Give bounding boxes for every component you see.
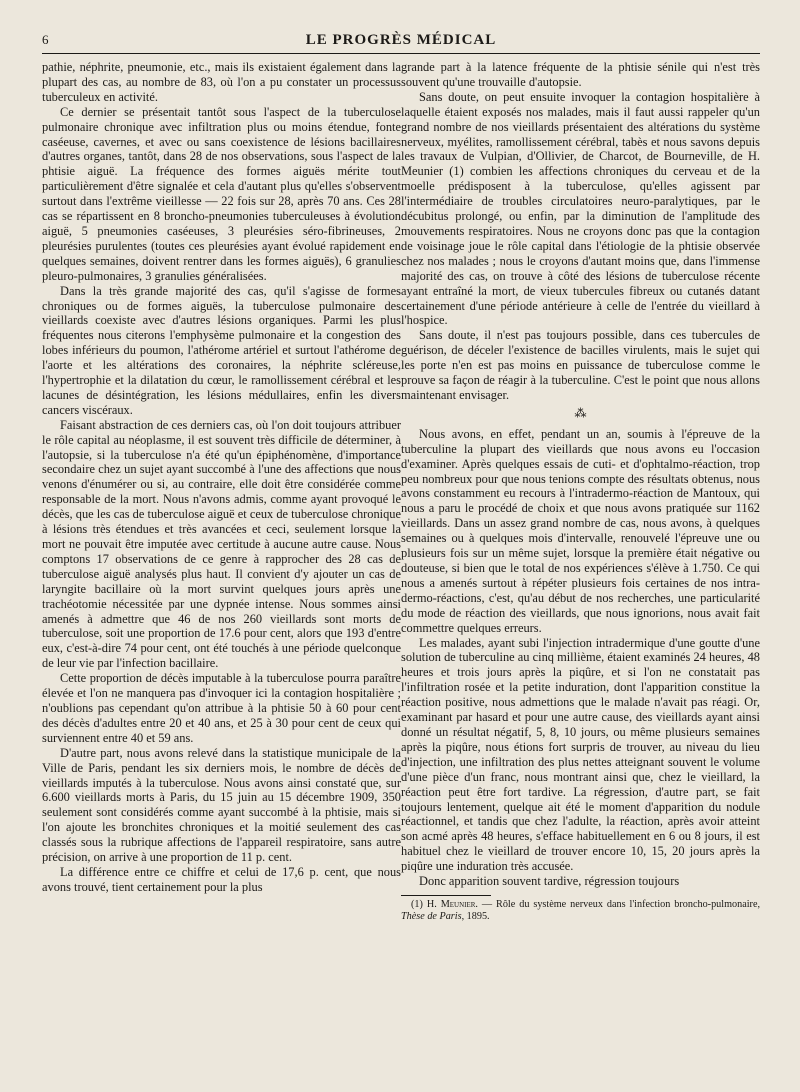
page-header — [42, 28, 760, 52]
left-column — [42, 60, 401, 923]
paragraph: Cette proportion de décès imputable à la tuberculose pourra paraître élevée et l'on ne manquera pas d'invoquer ici la contagion hospitalière ; n'oublions pas cependant qu'on attribue à la phtisie 50 à 60 pour cent des décès d'adultes entre 20 et 40 ans, et 25 à 30 pour cent de ceux qui surviennent entre 40 et 59 ans. — [42, 671, 401, 745]
paragraph: Nous avons, en effet, pendant un an, soumis à l'épreuve de la tuberculine la plupart des vieillards que nous avons eu l'occasion d'examiner. Après quelques essais de cuti- et d'ophtalmo-réaction, trop peu nombreux pour que nous tenions compte des résultats obtenus, nous avons constamment eu recours à l'intradermo-réaction de Mantoux, qui nous a paru le procédé de choix et que nous avons pratiquée sur 1162 vieillards. Dans un assez grand nombre de cas, nous avons, à quelques semaines ou à quelques mois d'intervalle, renouvelé l'épreuve une ou plusieurs fois sur un même sujet, lorsque la première était négative ou douteuse, si bien que le total de nos expériences s'élève à 1.750. Ce qui nous a amenés surtout à répéter plusieurs fois certaines de nos intra-dermo-réactions, c'est, qu'au début de nos recherches, une particularité du mode de réaction des vieillards, que nous ignorions, nous avait fait commettre quelques erreurs. — [401, 426, 760, 635]
footnote-text: — Rôle du système nerveux dans l'infection broncho-pulmonaire, — [477, 898, 761, 910]
paragraph: Donc apparition souvent tardive, régression toujours — [419, 874, 680, 889]
footnote-year: , 1895. — [461, 910, 490, 922]
paragraph: D'autre part, nous avons relevé dans la statistique municipale de la Ville de Paris, pendant les six derniers mois, le nombre de décès de vieillards imputés à la tuberculose. Nous avons ainsi constaté que, sur 6.600 vieillards morts à Paris, du 15 juin au 15 décembre 1909, 350 seulement sont considérés comme ayant succombé à la phtisie, mais si l'on ajoute les bronchites chroniques et la moitié seulement des cas classés sous la rubrique affections de l'appareil respiratoire, sans autre précision, on arrive à une proportion de 11 p. cent. — [42, 745, 401, 865]
header-divider — [42, 53, 760, 54]
footnote-divider — [401, 895, 491, 896]
text-columns — [42, 60, 760, 923]
footnote-author: H. Meunier. — [426, 898, 478, 910]
footnote-work: Thèse de Paris — [401, 910, 462, 922]
paragraph: Sans doute, il n'est pas toujours possible, dans ces tubercules de guérison, de déceler l'existence de bacilles virulents, mais le sujet qui les porte n'en est pas moins en puissance de tuberculose comme le prouve sa façon de réagir à la tuberculine. C'est le point que nous allons maintenant envisager. — [401, 328, 760, 402]
page-number: 6 — [42, 32, 49, 47]
paragraph: Faisant abstraction de ces derniers cas, où l'on doit toujours attribuer le rôle capital au néoplasme, il est souvent très difficile de déterminer, à l'autopsie, si la tuberculose n'a été qu'un épiphénomène, d'importance secondaire chez un sujet ayant succombé à l'une des affections que nous venons d'énumérer ou si, au contraire, elle doit être considérée comme responsable de la mort. Nous n'avons admis, comme ayant provoqué le décès, que les cas de tuberculose aiguë et ceux de tuberculose chronique à lésions très étendues et très avancées et ceci, seulement lorsque la mort ne pouvait être imputée avec certitude à aucune autre cause. Nous comptons 17 observations de ce genre à rapprocher des 28 cas de tuberculose aiguë analysés plus haut. Il convient d'y ajouter un cas de laryngite bacillaire où la mort survint quelques jours après une trachéotomie nécessitée par une dypnée intense. Nous sommes ainsi amenés à admettre que 46 de nos 260 vieillards sont morts de tuberculose, soit une proportion de 17.6 pour cent, alors que 193 d'entre eux, c'est-à-dire 74 pour cent, ont été touchés à une période quelconque de leur vie par l'infection bacillaire. — [42, 417, 401, 671]
paragraph: La différence entre ce chiffre et celui de 17,6 p. cent, que nous avons trouvé, tient certainement pour la plus — [42, 864, 401, 894]
paragraph: Les malades, ayant subi l'injection intradermique d'une goutte d'une solution de tuberculine au cinq millième, étaient examinés 24 heures, 48 heures et trois jours après la piqûre, et si l'on ne constatait pas l'infiltration rosée et la petite induration, dont l'apparition constitue la réaction positive, nous admettions que le malade n'avait pas réagi. Or, examinant par hasard et pour une autre cause, des vieillards ayant ainsi donné un résultat négatif, 5, 8, 10 jours, ou même plusieurs semaines après la piqûre, nous étions fort surpris de trouver, au niveau du lieu d'injection, une infiltration des plus nettes atteignant souvent le volume d'une pièce d'un franc, nous montrant ainsi que, chez le vieillard, la réaction peut être fort tardive. La régression, d'autre part, se fait toujours lentement, quelque ait été le moment d'apparition du nodule réactionnel, et tandis que chez l'adulte, la réaction, après avoir atteint son acmé après 48 heures, s'efface habituellement en 6 ou 8 jours, il est habituel chez le vieillard de trouver encore 10, 15, 20 jours après la piqûre une induration très accusée. — [401, 635, 760, 874]
paragraph: Ce dernier se présentait tantôt sous l'aspect de la tuberculose pulmonaire chronique avec infiltration plus ou moins étendue, fonte caséeuse, cavernes, et avec ou sans coexistence de lésions bacillaires d'autres organes, tantôt, dans 28 de nos observations, sous l'aspect de la phtisie aiguë. La fréquence des formes aiguës mérite tout particulièrement d'être signalée et cela d'autant plus qu'elles s'observent surtout dans l'extrême vieillesse — 22 fois sur 28, après 70 ans. Ces 28 cas se répartissent en 8 broncho-pneumonies tuberculeuses à évolution aiguë, 5 pneumonies caséeuses, 3 pleurésies séro-fibrineuses, 2 pleurésies purulentes (toutes ces pleurésies ayant évolué rapidement en quelques semaines, doivent rentrer dans les formes aiguës), 6 granulies pleuro-pulmonaires, 3 granulies généralisées. — [42, 104, 401, 283]
right-column — [401, 60, 760, 923]
paragraph: grande part à la latence fréquente de la phtisie sénile qui n'est très souvent qu'une trouvaille d'autopsie. — [401, 60, 760, 89]
section-separator-asterism: ⁂ — [574, 405, 587, 420]
journal-title: LE PROGRÈS MÉDICAL — [305, 32, 497, 48]
paragraph: Sans doute, on peut ensuite invoquer la contagion hospitalière à laquelle étaient exposés nos malades, mais il faut aussi rappeler qu'un grand nombre de nos vieillards présentaient des altérations du système nerveux, myélites, ramollissement cérébral, tabès et nous savons depuis les travaux de Vulpian, d'Ollivier, de Charcot, de Bourneville, de H. Meunier (1) combien les affections chroniques du cerveau et de la moelle prédisposent à la tuberculose, qu'elles agissent par l'intermédiaire de troubles circulatoires neuro-paralytiques, par le décubitus prolongé, ou enfin, par la diminution de l'amplitude des mouvements respiratoires. Nous ne croyons donc pas que la contagion de voisinage joue le rôle capital dans l'étiologie de la phtisie observée chez nos malades ; nous le croyons d'autant moins que, dans l'immense majorité des cas, on trouve à côté des lésions de tuberculose récente ayant entraîné la mort, de vieux tubercules fibreux ou cutanés datant certainement d'une période antérieure à celle de l'entrée du vieillard à l'hospice. — [401, 89, 760, 328]
footnote — [401, 899, 760, 923]
paragraph: pathie, néphrite, pneumonie, etc., mais ils existaient également dans la plupart des cas, au nombre de 83, où l'on a pu constater un processus tuberculeux en activité. — [42, 60, 401, 104]
paragraph: Dans la très grande majorité des cas, qu'il s'agisse de formes chroniques ou de formes aiguës, la tuberculose pulmonaire des vieillards coexiste avec d'autres lésions organiques. Parmi les plus fréquentes nous citerons l'emphysème pulmonaire et la congestion des lobes inférieurs du poumon, l'athérome artériel et surtout l'athérome de l'aorte et les altérations des coronaires, la néphrite scléreuse, l'hypertrophie et la dilatation du cœur, le ramollissement cérébral et les lacunes de désintégration, les lésions médullaires, enfin les divers cancers viscéraux. — [42, 283, 401, 417]
footnote-marker: (1) — [411, 898, 423, 910]
